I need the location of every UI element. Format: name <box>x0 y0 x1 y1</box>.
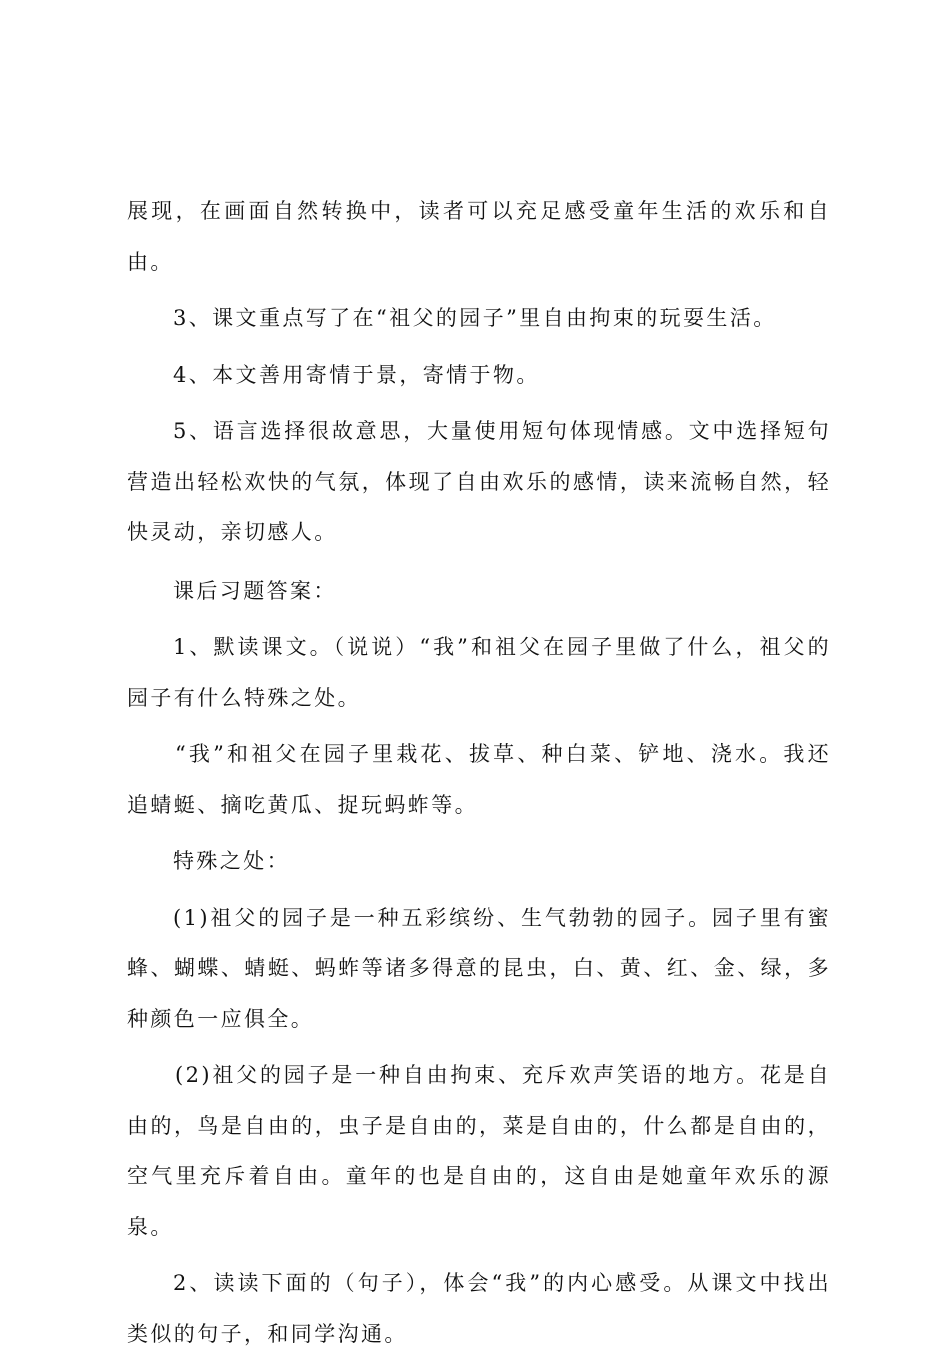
question-1: 1、默读课文。（说说）“我”和祖父在园子里做了什么，祖父的园子有什么特殊之处。 <box>127 635 831 710</box>
answer-1: “我”和祖父在园子里栽花、拔草、种白菜、铲地、浇水。我还追蜻蜓、摘吃黄瓜、捉玩蚂蚱等。 <box>127 742 831 817</box>
special-point-1: (1)祖父的园子是一种五彩缤纷、生气勃勃的园子。园子里有蜜蜂、蝴蝶、蜻蜓、蚂蚱等诸多得意的昆虫，白、黄、红、金、绿，多种颜色一应俱全。 <box>127 905 831 1031</box>
paragraph-continuation: 展现，在画面自然转换中，读者可以充足感受童年生活的欢乐和自由。 <box>127 199 831 274</box>
paragraph-point-3: 3、课文重点写了在“祖父的园子”里自由拘束的玩耍生活。 <box>173 306 777 330</box>
subheading-special: 特殊之处： <box>173 849 290 873</box>
special-point-2: (2)祖父的园子是一种自由拘束、充斥欢声笑语的地方。花是自由的，鸟是自由的，虫子是自由的，菜是自由的，什么都是自由的，空气里充斥着自由。童年的也是自由的，这自由是她童年欢乐的源泉。 <box>127 1063 831 1239</box>
section-heading-answers: 课后习题答案： <box>173 578 337 603</box>
paragraph-point-4: 4、本文善用寄情于景，寄情于物。 <box>173 362 540 387</box>
question-2: 2、读读下面的（句子），体会“我”的内心感受。从课文中找出类似的句子，和同学沟通。 <box>127 1271 831 1346</box>
document-body <box>127 186 831 1359</box>
paragraph-point-5: 5、语言选择很故意思，大量使用短句体现情感。文中选择短句营造出轻松欢快的气氛，体现了自由欢乐的感情，读来流畅自然，轻快灵动，亲切感人。 <box>127 419 831 544</box>
